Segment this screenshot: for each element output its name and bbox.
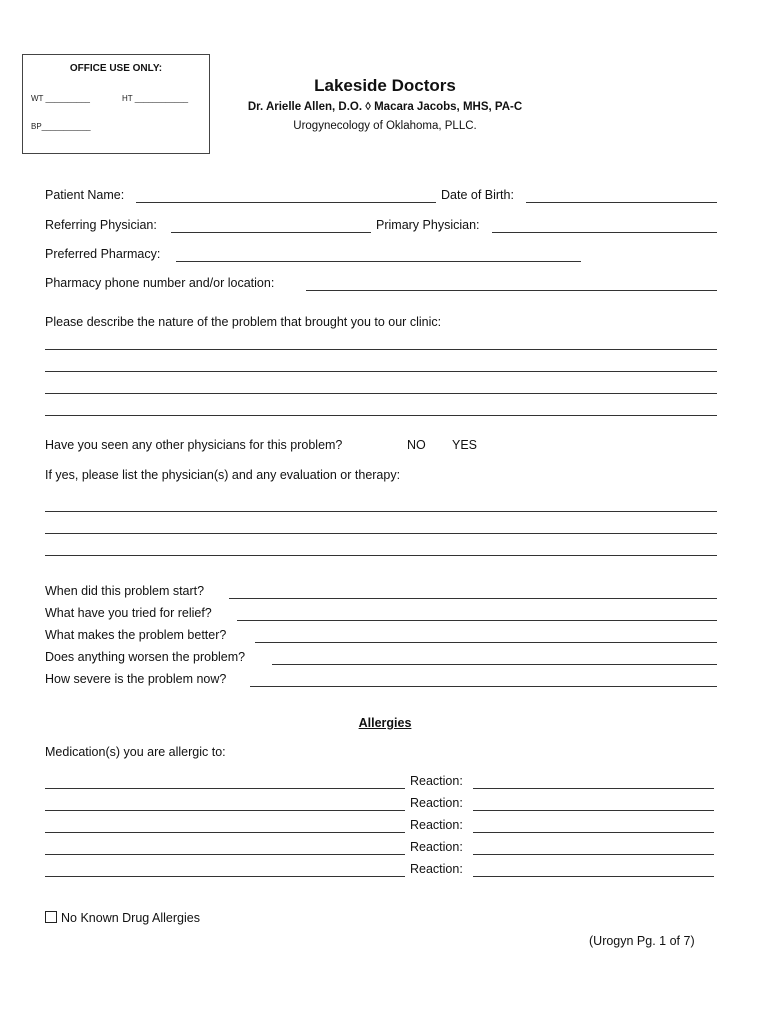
dob-label: Date of Birth: bbox=[441, 188, 514, 202]
no-known-allergies-option[interactable] bbox=[45, 911, 200, 925]
pharmacy-phone-input[interactable] bbox=[306, 290, 717, 291]
referring-physician-input[interactable] bbox=[171, 232, 371, 233]
dob-input[interactable] bbox=[526, 202, 717, 203]
medication-allergic-label: Medication(s) you are allergic to: bbox=[45, 745, 226, 759]
wt-field[interactable]: WT __________ bbox=[31, 94, 91, 103]
physicians-line-1[interactable] bbox=[45, 511, 717, 512]
describe-line-4[interactable] bbox=[45, 415, 717, 416]
primary-physician-label: Primary Physician: bbox=[376, 218, 480, 232]
describe-problem-label: Please describe the nature of the problem that brought you to our clinic: bbox=[45, 315, 442, 329]
primary-physician-input[interactable] bbox=[492, 232, 717, 233]
question-worsen-input[interactable] bbox=[272, 664, 717, 665]
reaction-label: Reaction: bbox=[410, 796, 463, 810]
allergy-reaction-input[interactable] bbox=[473, 788, 714, 789]
preferred-pharmacy-label: Preferred Pharmacy: bbox=[45, 247, 161, 261]
question-better-input[interactable] bbox=[255, 642, 717, 643]
pharmacy-phone-label: Pharmacy phone number and/or location: bbox=[45, 276, 275, 290]
allergy-reaction-input[interactable] bbox=[473, 832, 714, 833]
physicians-line-3[interactable] bbox=[45, 555, 717, 556]
reaction-label: Reaction: bbox=[410, 840, 463, 854]
question-severe-label: How severe is the problem now? bbox=[45, 672, 227, 686]
no-option[interactable]: NO bbox=[407, 438, 426, 452]
allergy-medication-input[interactable] bbox=[45, 854, 405, 855]
patient-name-label: Patient Name: bbox=[45, 188, 125, 202]
office-use-title: OFFICE USE ONLY: bbox=[69, 63, 163, 74]
reaction-label: Reaction: bbox=[410, 818, 463, 832]
no-known-allergies-checkbox[interactable] bbox=[45, 911, 57, 923]
preferred-pharmacy-input[interactable] bbox=[176, 261, 581, 262]
reaction-label: Reaction: bbox=[410, 774, 463, 788]
if-yes-label: If yes, please list the physician(s) and any evaluation or therapy: bbox=[45, 468, 401, 482]
describe-line-1[interactable] bbox=[45, 349, 717, 350]
allergy-medication-input[interactable] bbox=[45, 832, 405, 833]
ht-field[interactable]: HT ____________ bbox=[122, 94, 189, 103]
question-better-label: What makes the problem better? bbox=[45, 628, 227, 642]
question-start-input[interactable] bbox=[229, 598, 717, 599]
allergy-medication-input[interactable] bbox=[45, 788, 405, 789]
question-severe-input[interactable] bbox=[250, 686, 717, 687]
seen-other-physicians-label: Have you seen any other physicians for this problem? bbox=[45, 438, 343, 452]
office-use-box bbox=[22, 54, 210, 154]
describe-line-2[interactable] bbox=[45, 371, 717, 372]
yes-option[interactable]: YES bbox=[452, 438, 478, 452]
page-number: (Urogyn Pg. 1 of 7) bbox=[589, 934, 695, 948]
patient-name-input[interactable] bbox=[136, 202, 436, 203]
allergy-medication-input[interactable] bbox=[45, 876, 405, 877]
no-known-allergies-label: No Known Drug Allergies bbox=[61, 911, 200, 925]
question-relief-label: What have you tried for relief? bbox=[45, 606, 212, 620]
allergy-reaction-input[interactable] bbox=[473, 810, 714, 811]
allergy-medication-input[interactable] bbox=[45, 810, 405, 811]
describe-line-3[interactable] bbox=[45, 393, 717, 394]
practice-name: Lakeside Doctors bbox=[314, 76, 456, 95]
reaction-label: Reaction: bbox=[410, 862, 463, 876]
practice-providers: Dr. Arielle Allen, D.O. ◊ Macara Jacobs, MHS, PA-C bbox=[247, 101, 523, 113]
physicians-line-2[interactable] bbox=[45, 533, 717, 534]
practice-organization: Urogynecology of Oklahoma, PLLC. bbox=[293, 120, 477, 132]
question-start-label: When did this problem start? bbox=[45, 584, 205, 598]
referring-physician-label: Referring Physician: bbox=[45, 218, 157, 232]
allergy-reaction-input[interactable] bbox=[473, 854, 714, 855]
bp-field[interactable]: BP___________ bbox=[31, 122, 91, 131]
allergies-heading: Allergies bbox=[358, 716, 412, 730]
question-relief-input[interactable] bbox=[237, 620, 717, 621]
allergy-reaction-input[interactable] bbox=[473, 876, 714, 877]
question-worsen-label: Does anything worsen the problem? bbox=[45, 650, 246, 664]
